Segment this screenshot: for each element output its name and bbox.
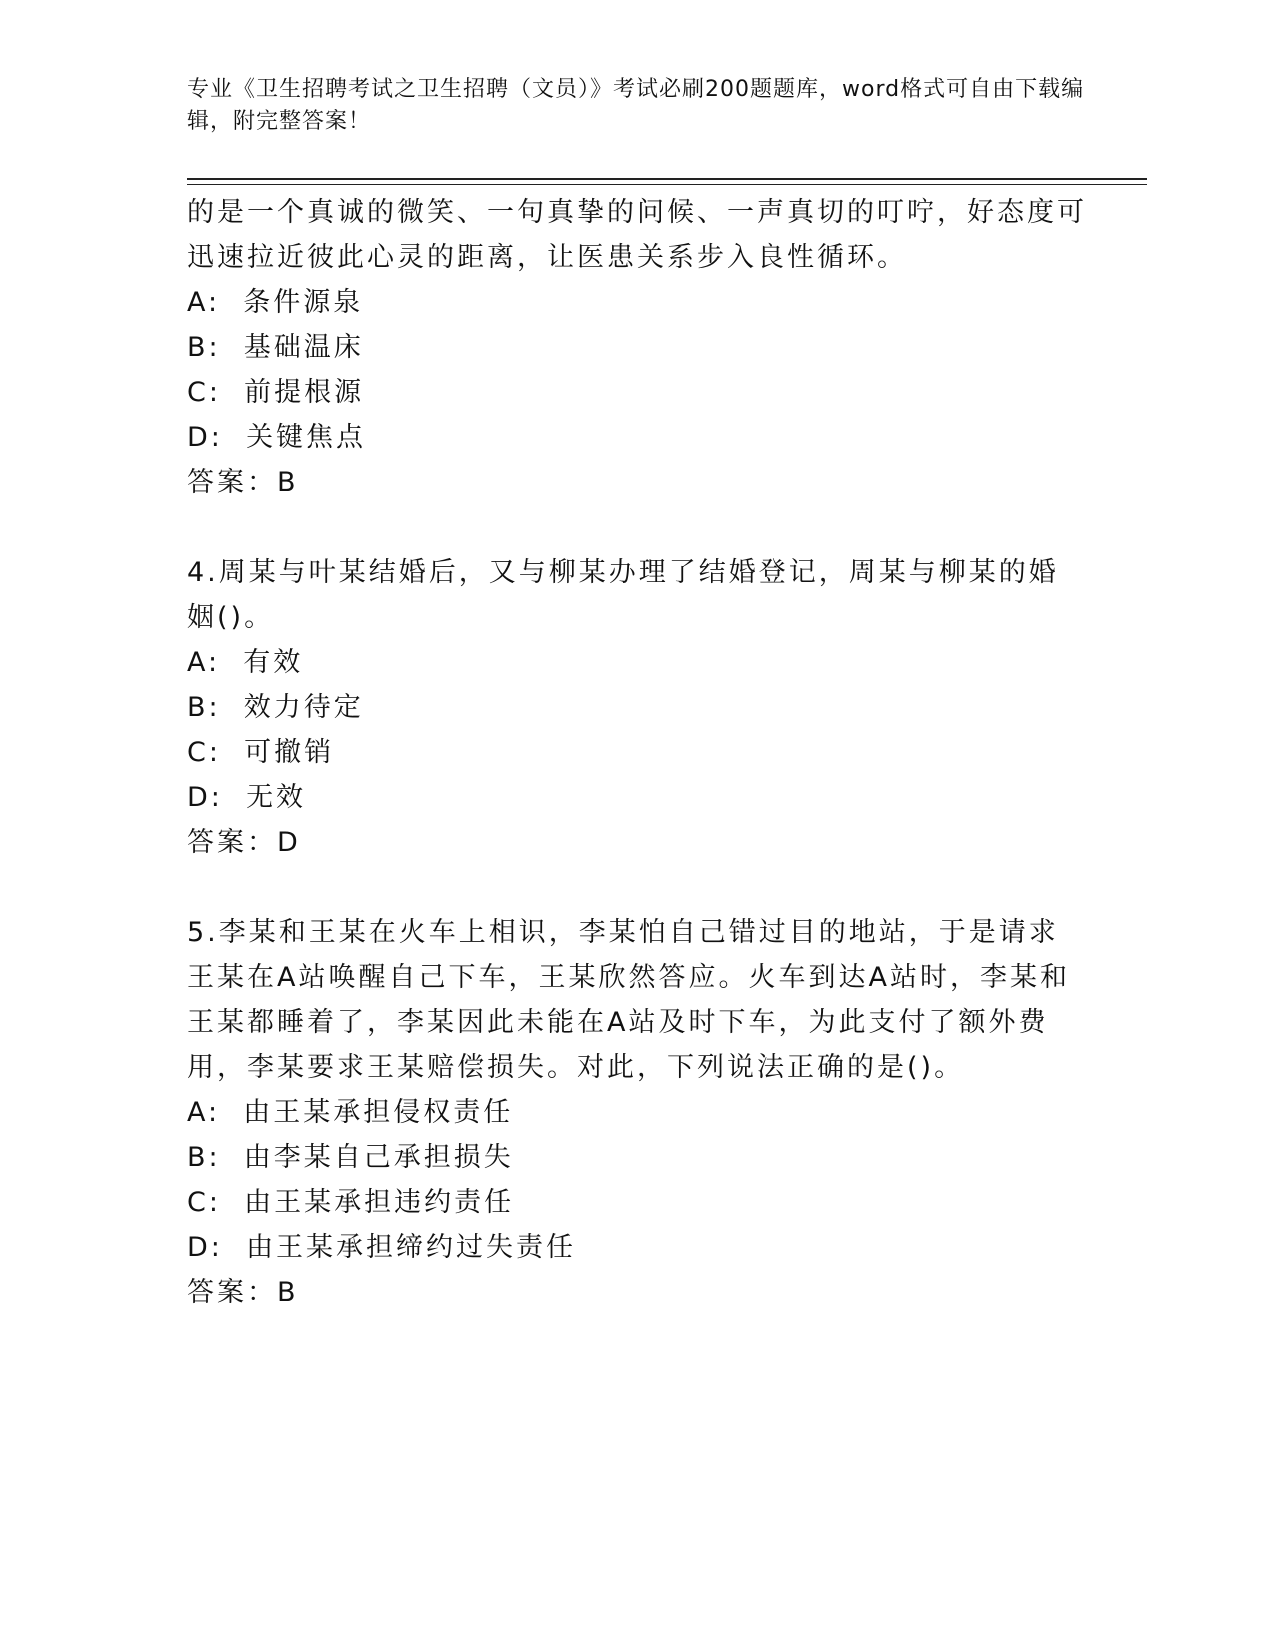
option-label: A:	[187, 1097, 221, 1128]
option-label: B:	[187, 332, 221, 363]
option-c	[187, 370, 1087, 415]
answer-value: B	[277, 467, 299, 498]
option-d	[187, 415, 1087, 460]
document-header: 专业《卫生招聘考试之卫生招聘（文员）》考试必刷200题题库，word格式可自由下载编辑，附完整答案！	[187, 77, 1085, 134]
answer-line	[187, 1270, 1087, 1315]
answer-line	[187, 820, 1087, 865]
option-label: C:	[187, 1187, 221, 1218]
option-text: 可撤销	[244, 737, 335, 768]
option-a	[187, 280, 1087, 325]
header-divider-bottom	[187, 184, 1147, 185]
option-label: C:	[187, 377, 221, 408]
answer-value: D	[277, 827, 301, 858]
option-label: D:	[187, 1232, 223, 1263]
option-text: 由王某承担侵权责任	[243, 1097, 514, 1128]
answer-label: 答案：	[187, 467, 277, 498]
option-text: 由王某承担违约责任	[244, 1187, 515, 1218]
option-text: 基础温床	[243, 332, 364, 363]
option-text: 由王某承担缔约过失责任	[246, 1232, 577, 1263]
option-b	[187, 1135, 1087, 1180]
answer-line	[187, 460, 1087, 505]
option-text: 无效	[246, 782, 307, 813]
option-text: 效力待定	[243, 692, 364, 723]
option-label: D:	[187, 422, 223, 453]
question-text: 的是一个真诚的微笑、一句真挚的问候、一声真切的叮咛，好态度可迅速拉近彼此心灵的距离，让医患关系步入良性循环。	[187, 197, 1087, 273]
option-text: 关键焦点	[246, 422, 367, 453]
option-label: B:	[187, 692, 221, 723]
option-b	[187, 325, 1087, 370]
answer-label: 答案：	[187, 827, 277, 858]
option-d	[187, 775, 1087, 820]
option-text: 由李某自己承担损失	[243, 1142, 514, 1173]
option-c	[187, 730, 1087, 775]
answer-label: 答案：	[187, 1277, 277, 1308]
option-text: 前提根源	[244, 377, 365, 408]
option-text: 有效	[243, 647, 304, 678]
question-3	[187, 190, 1087, 505]
question-list	[187, 190, 1087, 1315]
option-label: B:	[187, 1142, 221, 1173]
option-text: 条件源泉	[243, 287, 364, 318]
option-label: A:	[187, 287, 221, 318]
option-label: A:	[187, 647, 221, 678]
spacer	[187, 505, 1087, 550]
option-d	[187, 1225, 1087, 1270]
header-divider-top	[187, 178, 1147, 180]
question-5	[187, 910, 1087, 1315]
question-text: 5.李某和王某在火车上相识，李某怕自己错过目的地站，于是请求王某在A站唤醒自己下车，王某欣然答应。火车到达A站时，李某和王某都睡着了，李某因此未能在A站及时下车，为此支付了额外费用，李某要求王某赔偿损失。对此，下列说法正确的是()。	[187, 917, 1070, 1083]
option-b	[187, 685, 1087, 730]
option-label: D:	[187, 782, 223, 813]
option-a	[187, 640, 1087, 685]
option-label: C:	[187, 737, 221, 768]
question-text: 4.周某与叶某结婚后，又与柳某办理了结婚登记，周某与柳某的婚姻()。	[187, 557, 1059, 633]
spacer	[187, 865, 1087, 910]
option-c	[187, 1180, 1087, 1225]
question-4	[187, 550, 1087, 865]
option-a	[187, 1090, 1087, 1135]
answer-value: B	[277, 1277, 299, 1308]
